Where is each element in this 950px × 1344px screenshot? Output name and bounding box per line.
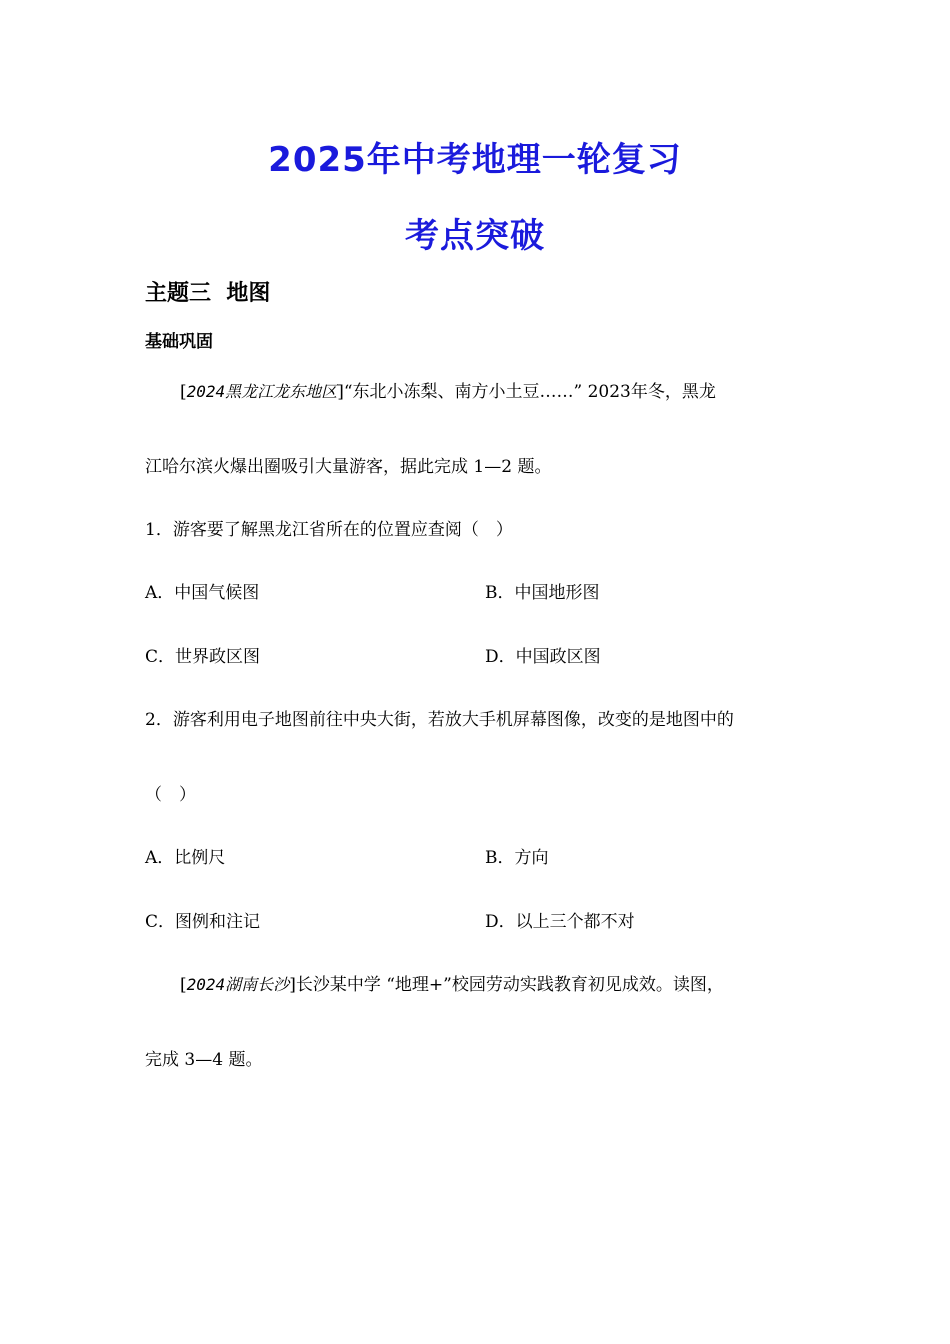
intro-2-bracket-close: ] (289, 975, 296, 995)
intro-2-line-1 (180, 973, 724, 997)
question-1-stem: 1．游客要了解黑龙江省所在的位置应查阅（ ） (145, 520, 513, 540)
intro-1-bracket-close: ] (337, 382, 344, 402)
question-2-option-d: D．以上三个都不对 (485, 912, 635, 932)
question-2-stem-line-2: （ ） (145, 785, 196, 805)
intro-1-source: 2024黑龙江龙东地区 (186, 382, 338, 401)
question-1-option-c: C．世界政区图 (145, 647, 261, 667)
intro-2-line-2: 完成 3—4 题。 (145, 1050, 263, 1070)
document-title: 2025年中考地理一轮复习 (268, 140, 682, 180)
intro-1-bracket-open: [ (180, 382, 187, 402)
question-1-option-a: A．中国气候图 (145, 583, 260, 603)
question-2-stem-line-1: 2．游客利用电子地图前往中央大街，若放大手机屏幕图像，改变的是地图中的 (145, 710, 734, 730)
intro-1-text: “东北小冻梨、南方小土豆……” 2023年冬，黑龙 (343, 382, 716, 402)
intro-2-source: 2024湖南长沙 (186, 975, 290, 994)
intro-1-line-2: 江哈尔滨火爆出圈吸引大量游客，据此完成 1—2 题。 (145, 457, 552, 477)
question-1-option-d: D．中国政区图 (485, 647, 601, 667)
question-2-option-a: A．比例尺 (145, 848, 226, 868)
question-2-option-c: C．图例和注记 (145, 912, 261, 932)
document-subtitle: 考点突破 (405, 216, 545, 256)
intro-2-text: 长沙某中学 “地理+”校园劳动实践教育初见成效。读图， (295, 975, 724, 995)
intro-1-line-1 (180, 380, 716, 404)
question-2-option-b: B．方向 (485, 848, 549, 868)
topic-heading: 主题三 地图 (145, 281, 271, 306)
section-heading: 基础巩固 (145, 332, 213, 352)
intro-2-bracket-open: [ (180, 975, 187, 995)
question-1-option-b: B．中国地形图 (485, 583, 600, 603)
